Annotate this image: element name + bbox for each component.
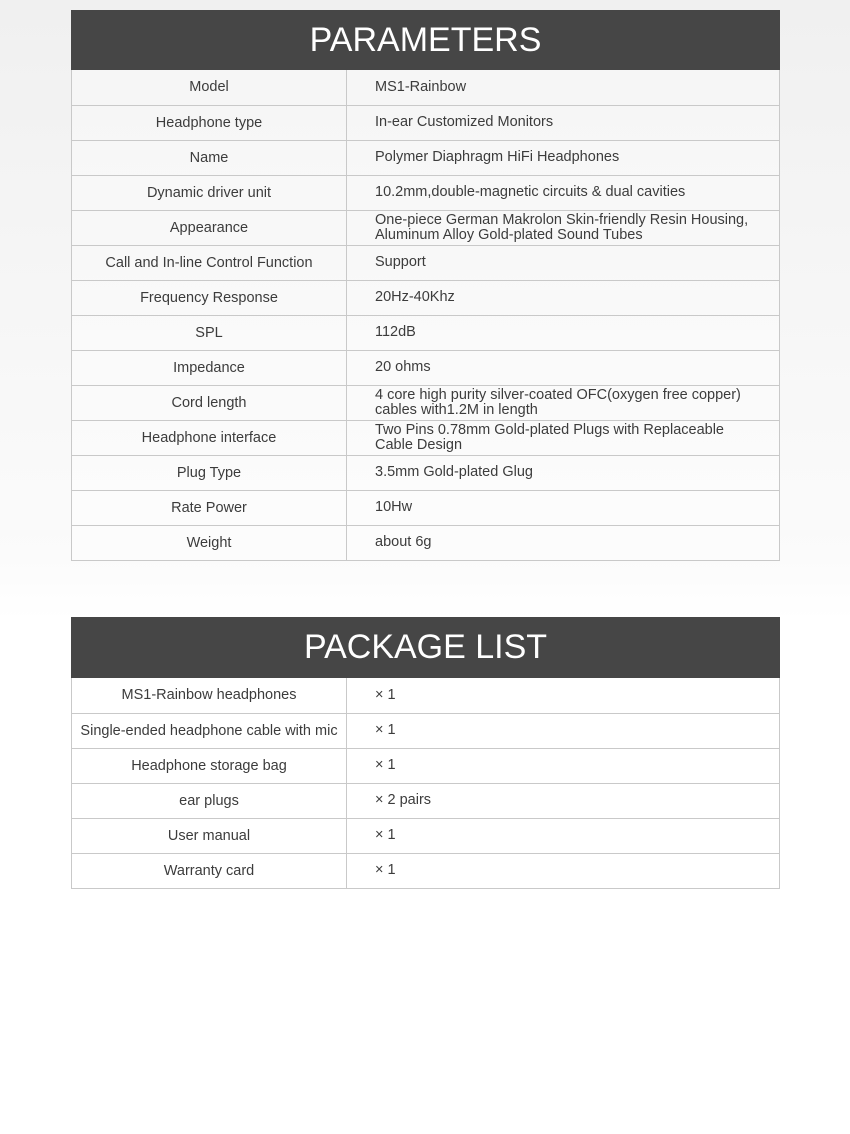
package-list-heading: PACKAGE LIST — [71, 617, 780, 678]
package-item-row-label: Headphone storage bag — [72, 748, 347, 783]
parameter-row-value: In-ear Customized Monitors — [347, 105, 780, 140]
parameter-row-value: 3.5mm Gold-plated Glug — [347, 455, 780, 490]
package-item-row-value: × 2 pairs — [347, 783, 780, 818]
parameter-row-value: 10Hw — [347, 490, 780, 525]
package-item-row-value: × 1 — [347, 678, 780, 713]
parameter-row — [72, 420, 780, 455]
package-item-row-value: × 1 — [347, 713, 780, 748]
package-item-row — [72, 678, 780, 713]
parameter-row-label: Call and In-line Control Function — [72, 245, 347, 280]
package-item-row-label: User manual — [72, 818, 347, 853]
parameter-row-label: Name — [72, 140, 347, 175]
package-item-row-value: × 1 — [347, 853, 780, 888]
package-item-row — [72, 783, 780, 818]
parameter-row-value: Support — [347, 245, 780, 280]
package-list-section — [71, 617, 780, 889]
parameter-row-label: Appearance — [72, 210, 347, 245]
package-item-row-label: Single-ended headphone cable with mic — [72, 713, 347, 748]
parameter-row — [72, 105, 780, 140]
package-item-row-label: Warranty card — [72, 853, 347, 888]
parameter-row — [72, 315, 780, 350]
parameter-row — [72, 455, 780, 490]
package-item-row-label: MS1-Rainbow headphones — [72, 678, 347, 713]
package-item-row — [72, 853, 780, 888]
parameters-heading: PARAMETERS — [71, 10, 780, 70]
parameter-row-label: Rate Power — [72, 490, 347, 525]
parameters-table — [71, 70, 780, 561]
parameter-row-value: 4 core high purity silver-coated OFC(oxygen free copper) cables with1.2M in length — [347, 385, 780, 420]
parameter-row — [72, 175, 780, 210]
parameter-row — [72, 280, 780, 315]
package-item-row-value: × 1 — [347, 748, 780, 783]
parameters-section — [71, 10, 780, 561]
parameter-row-value: Polymer Diaphragm HiFi Headphones — [347, 140, 780, 175]
parameter-row — [72, 140, 780, 175]
package-item-row — [72, 713, 780, 748]
parameter-row — [72, 350, 780, 385]
parameter-row-label: Cord length — [72, 385, 347, 420]
parameter-row — [72, 70, 780, 105]
parameter-row-label: Headphone type — [72, 105, 347, 140]
parameter-row-value: about 6g — [347, 525, 780, 560]
package-list-rows — [72, 678, 780, 888]
parameter-row-label: Dynamic driver unit — [72, 175, 347, 210]
parameter-row-label: Frequency Response — [72, 280, 347, 315]
package-item-row-value: × 1 — [347, 818, 780, 853]
parameter-row-label: Impedance — [72, 350, 347, 385]
parameter-row-label: Plug Type — [72, 455, 347, 490]
package-item-row — [72, 748, 780, 783]
parameter-row-label: Model — [72, 70, 347, 105]
parameters-rows — [72, 70, 780, 560]
parameter-row-label: Headphone interface — [72, 420, 347, 455]
parameter-row — [72, 245, 780, 280]
parameter-row — [72, 525, 780, 560]
parameter-row-value: One-piece German Makrolon Skin-friendly Resin Housing, Aluminum Alloy Gold-plated Sound Tubes — [347, 210, 780, 245]
parameter-row-value: 112dB — [347, 315, 780, 350]
parameter-row — [72, 210, 780, 245]
parameter-row-label: Weight — [72, 525, 347, 560]
package-item-row — [72, 818, 780, 853]
package-item-row-label: ear plugs — [72, 783, 347, 818]
parameter-row-value: Two Pins 0.78mm Gold-plated Plugs with Replaceable Cable Design — [347, 420, 780, 455]
parameter-row-value: MS1-Rainbow — [347, 70, 780, 105]
parameter-row-value: 20Hz-40Khz — [347, 280, 780, 315]
package-list-table — [71, 678, 780, 889]
parameter-row — [72, 385, 780, 420]
parameter-row-value: 20 ohms — [347, 350, 780, 385]
parameter-row-label: SPL — [72, 315, 347, 350]
parameter-row — [72, 490, 780, 525]
parameter-row-value: 10.2mm,double-magnetic circuits & dual cavities — [347, 175, 780, 210]
